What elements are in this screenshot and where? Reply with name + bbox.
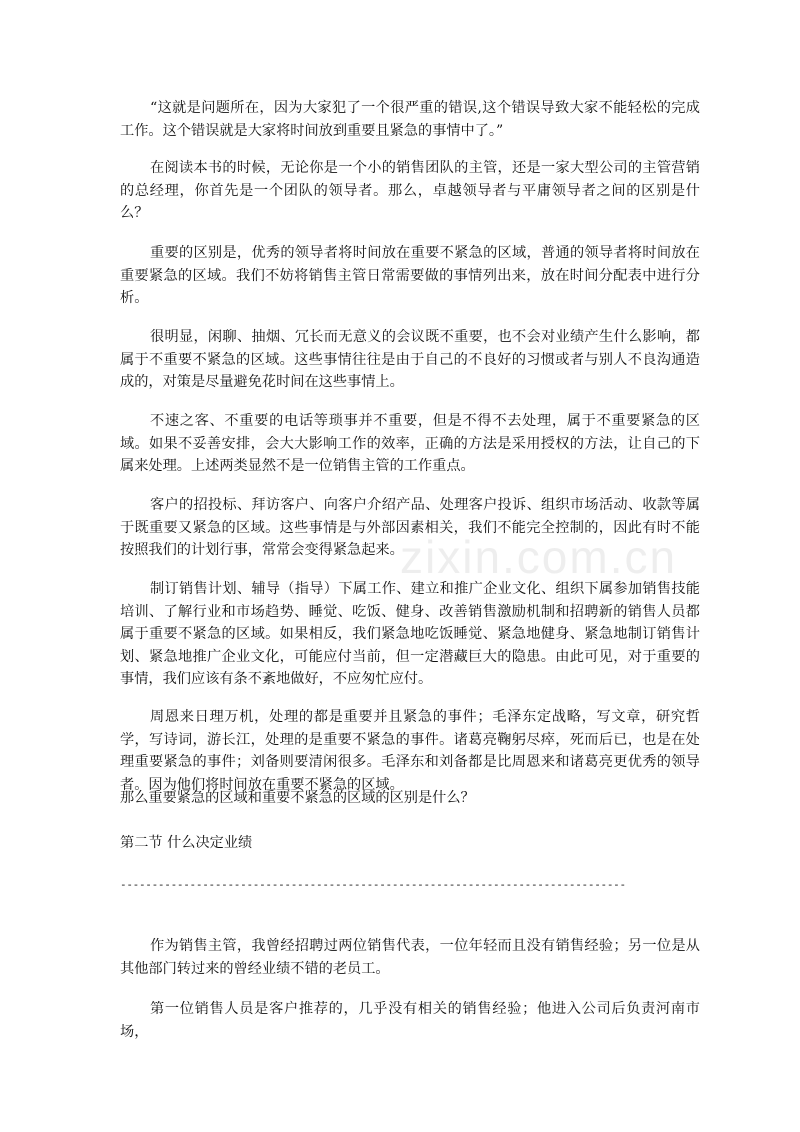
paragraph-important-not-urgent: 制订销售计划、辅导（指导）下属工作、建立和推广企业文化、组织下属参加销售技能培训、了解行业和市场趋势、睡觉、吃饭、健身、改善销售激励机制和招聘新的销售人员都属于重要不紧急的区域。如果相反，我们紧急地吃饭睡觉、紧急地健身、紧急地制订销售计划、紧急地推广企业文化，可能应付当前，但一定潜藏巨大的隐患。由此可见，对于重要的事情，我们应该有条不紊地做好，不应匆忙应付。 [120,581,700,687]
paragraph-closing-question: 那么重要紧急的区域和重要不紧急的区域的区别是什么？ [120,790,475,806]
watermark: zixin.com.cn [400,531,678,583]
paragraph-hiring: 作为销售主管，我曾经招聘过两位销售代表，一位年轻而且没有销售经验；另一位是从其他部门转过来的曾经业绩不错的老员工。 [120,938,700,977]
section-heading: 第二节 什么决定业绩 [120,835,253,851]
paragraph-first-salesperson: 第一位销售人员是客户推荐的，几乎没有相关的销售经验；他进入公司后负责河南市场， [120,1001,700,1040]
dashed-divider: -------------------------------------------------------------------------------- [120,878,626,891]
paragraph-not-important-urgent: 不速之客、不重要的电话等琐事并不重要，但是不得不去处理，属于不重要紧急的区域。如果不妥善安排，会大大影响工作的效率，正确的方法是采用授权的方法，让自己的下属来处理。上述两类显然不是一位销售主管的工作重点。 [120,413,700,474]
paragraph-important-urgent: 客户的招投标、拜访客户、向客户介绍产品、处理客户投诉、组织市场活动、收款等属于既重要又紧急的区域。这些事情是与外部因素相关，我们不能完全控制的，因此有时不能按照我们的计划行事，常常会变得紧急起来。 [120,497,700,558]
paragraph-not-important-not-urgent: 很明显，闲聊、抽烟、冗长而无意义的会议既不重要，也不会对业绩产生什么影响，都属于不重要不紧急的区域。这些事情往往是由于自己的不良好的习惯或者与别人不良沟通造成的，对策是尽量避免花时间在这些事情上。 [120,329,700,390]
paragraph-quote: “这就是问题所在，因为大家犯了一个很严重的错误,这个错误导致大家不能轻松的完成工作。这个错误就是大家将时间放到重要且紧急的事情中了。” [120,100,700,139]
paragraph-leader-question: 在阅读本书的时候，无论你是一个小的销售团队的主管，还是一家大型公司的主管营销的总经理，你首先是一个团队的领导者。那么，卓越领导者与平庸领导者之间的区别是什么？ [120,160,700,221]
paragraph-leaders-example: 周恩来日理万机，处理的都是重要并且紧急的事件；毛泽东定战略，写文章，研究哲学，写诗词，游长江，处理的是重要不紧急的事件。诸葛亮鞠躬尽瘁，死而后已，也是在处理重要紧急的事件；刘备则要清闲很多。毛泽东和刘备都是比周恩来和诸葛亮更优秀的领导者。因为他们将时间放在重要不紧急的区域。 [120,709,700,793]
paragraph-important-difference: 重要的区别是，优秀的领导者将时间放在重要不紧急的区域，普通的领导者将时间放在重要紧急的区域。我们不妨将销售主管日常需要做的事情列出来，放在时间分配表中进行分析。 [120,245,700,306]
